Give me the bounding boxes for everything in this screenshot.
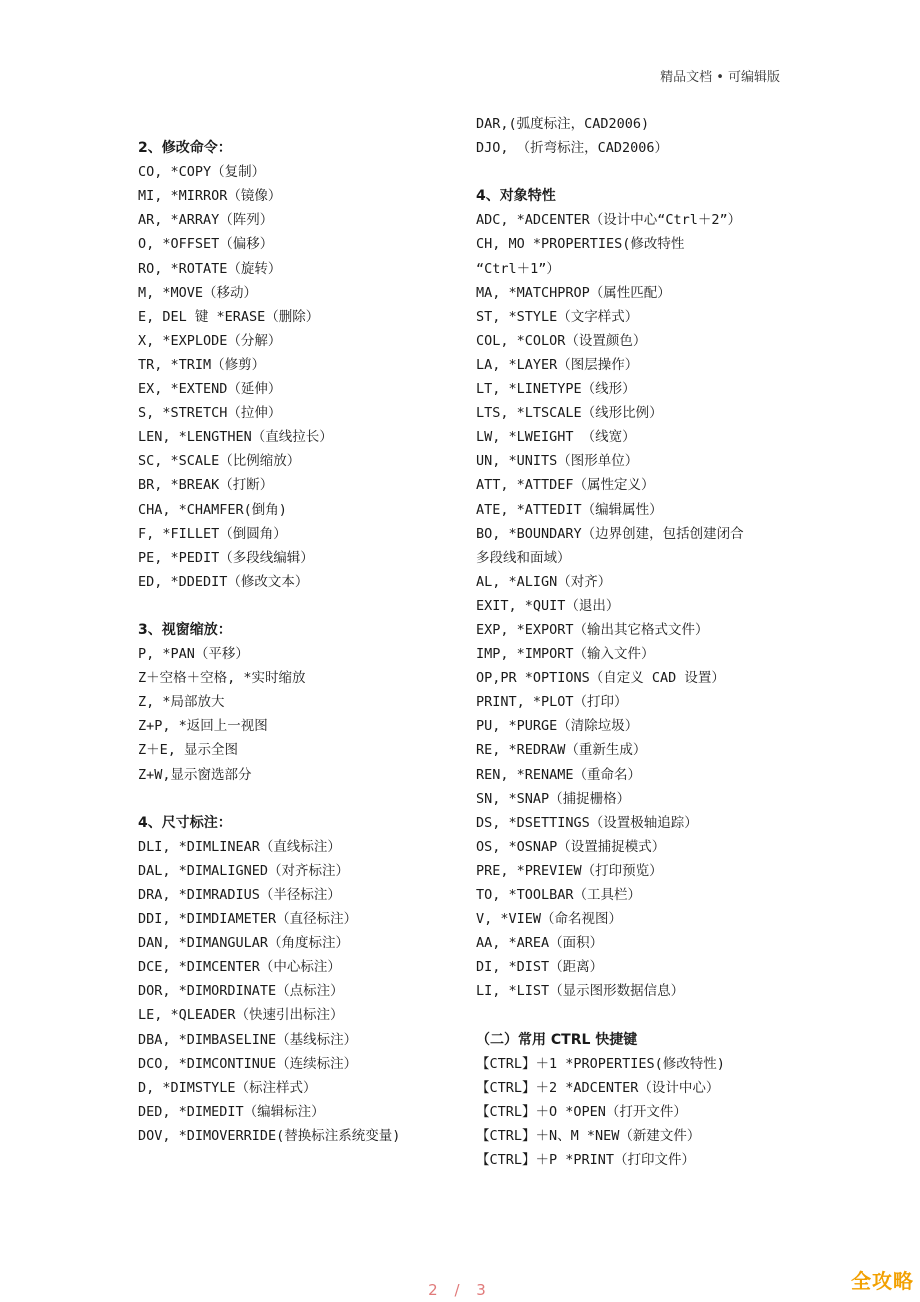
command-line: CO, *COPY（复制） <box>138 164 266 181</box>
command-line: EXP, *EXPORT（输出其它格式文件） <box>476 621 709 638</box>
command-line: DRA, *DIMRADIUS（半径标注） <box>138 887 341 903</box>
command-line: ST, *STYLE（文字样式） <box>476 308 639 325</box>
command-line: DED, *DIMEDIT（编辑标注） <box>138 1103 325 1120</box>
command-line: 【CTRL】＋O *OPEN（打开文件） <box>476 1103 687 1120</box>
dimension-command-list <box>138 835 468 1148</box>
command-line: S, *STRETCH（拉伸） <box>138 405 282 422</box>
command-line: PU, *PURGE（清除垃圾） <box>476 718 639 735</box>
document-header: 精品文档 • 可编辑版 <box>660 70 780 85</box>
watermark-logo: 全攻略 <box>851 1269 914 1293</box>
command-line: ATT, *ATTDEF（属性定义） <box>476 477 655 494</box>
command-line: ATE, *ATTEDIT（编辑属性） <box>476 501 663 518</box>
command-line: LW, *LWEIGHT （线宽） <box>476 429 636 446</box>
command-line: Z＋空格＋空格, *实时缩放 <box>138 670 306 687</box>
command-line: 【CTRL】＋P *PRINT（打印文件） <box>476 1152 696 1169</box>
command-line: X, *EXPLODE（分解） <box>138 332 282 349</box>
command-line: DCO, *DIMCONTINUE（连续标注） <box>138 1055 358 1072</box>
command-line: DAL, *DIMALIGNED（对齐标注） <box>138 862 350 879</box>
command-line: AR, *ARRAY（阵列） <box>138 212 274 229</box>
command-line: ED, *DDEDIT（修改文本） <box>138 573 309 590</box>
command-line: AL, *ALIGN（对齐） <box>476 573 612 590</box>
command-line: O, *OFFSET（偏移） <box>138 236 274 253</box>
command-line: SN, *SNAP（捕捉栅格） <box>476 790 631 807</box>
command-line: PRINT, *PLOT（打印） <box>476 694 628 711</box>
command-line: DOV, *DIMOVERRIDE(替换标注系统变量) <box>138 1127 401 1144</box>
command-line: OS, *OSNAP（设置捕捉模式） <box>476 838 666 855</box>
command-line: LI, *LIST（显示图形数据信息） <box>476 983 685 1000</box>
command-line: REN, *RENAME（重命名） <box>476 766 642 783</box>
ctrl-shortcut-list <box>476 1052 806 1172</box>
command-line: LA, *LAYER（图层操作） <box>476 356 639 373</box>
command-line: LT, *LINETYPE（线形） <box>476 381 636 398</box>
command-line: UN, *UNITS（图形单位） <box>476 453 639 470</box>
command-line: DLI, *DIMLINEAR（直线标注） <box>138 838 341 855</box>
left-column <box>138 112 468 1148</box>
command-line: EX, *EXTEND（延伸） <box>138 381 282 398</box>
command-line: SC, *SCALE（比例缩放） <box>138 453 301 470</box>
command-line: DI, *DIST（距离） <box>476 959 604 976</box>
command-line: COL, *COLOR（设置颜色） <box>476 332 647 349</box>
section-heading-dimension: 4、尺寸标注： <box>138 814 232 831</box>
command-line: LTS, *LTSCALE（线形比例） <box>476 405 663 422</box>
command-line: LEN, *LENGTHEN（直线拉长） <box>138 429 333 446</box>
command-line: AA, *AREA（面积） <box>476 935 604 952</box>
section-heading-object-properties: 4、对象特性 <box>476 188 556 205</box>
right-column <box>476 112 806 1172</box>
command-line: P, *PAN（平移） <box>138 646 249 663</box>
command-line: 【CTRL】＋N、M *NEW（新建文件） <box>476 1127 701 1144</box>
command-line: DOR, *DIMORDINATE（点标注） <box>138 983 344 1000</box>
command-line: Z+P, *返回上一视图 <box>138 718 268 735</box>
command-line: Z＋E, 显示全图 <box>138 742 239 759</box>
command-line: TO, *TOOLBAR（工具栏） <box>476 887 642 903</box>
command-line: DDI, *DIMDIAMETER（直径标注） <box>138 911 358 928</box>
command-line: DBA, *DIMBASELINE（基线标注） <box>138 1031 358 1048</box>
command-line: “Ctrl＋1”） <box>476 260 560 277</box>
command-line: DAR,(弧度标注，CAD2006) <box>476 116 650 132</box>
command-line: DCE, *DIMCENTER（中心标注） <box>138 959 341 976</box>
command-line: DS, *DSETTINGS（设置极轴追踪） <box>476 814 698 831</box>
command-line: F, *FILLET（倒圆角） <box>138 525 287 542</box>
command-line: M, *MOVE（移动） <box>138 284 258 301</box>
command-line: PRE, *PREVIEW（打印预览） <box>476 862 663 879</box>
command-line: Z, *局部放大 <box>138 694 225 711</box>
command-line: MI, *MIRROR（镜像） <box>138 188 282 205</box>
command-line: BR, *BREAK（打断） <box>138 477 274 494</box>
properties-command-list <box>476 208 806 1003</box>
command-line: Z+W,显示窗选部分 <box>138 766 252 783</box>
section-heading-modify: 2、修改命令： <box>138 140 232 157</box>
modify-command-list <box>138 160 468 594</box>
command-line: E, DEL 键 *ERASE（删除） <box>138 308 320 325</box>
command-line: PE, *PEDIT（多段线编辑） <box>138 549 314 566</box>
command-line: LE, *QLEADER（快速引出标注） <box>138 1007 344 1024</box>
command-line: DJO, （折弯标注，CAD2006） <box>476 140 669 157</box>
command-line: ADC, *ADCENTER（设计中心“Ctrl＋2”） <box>476 212 742 229</box>
command-line: TR, *TRIM（修剪） <box>138 356 266 373</box>
command-line: OP,PR *OPTIONS（自定义 CAD 设置） <box>476 670 725 687</box>
command-line: 【CTRL】＋1 *PROPERTIES(修改特性) <box>476 1055 725 1072</box>
command-line: 多段线和面域） <box>476 549 571 566</box>
section-heading-zoom: 3、视窗缩放： <box>138 621 232 638</box>
command-line: MA, *MATCHPROP（属性匹配） <box>476 284 671 301</box>
dimension-continued-list <box>476 112 806 160</box>
command-line: BO, *BOUNDARY（边界创建，包括创建闭合 <box>476 525 744 542</box>
command-line: V, *VIEW（命名视图） <box>476 911 623 928</box>
page-indicator: 2 / 3 <box>428 1281 492 1299</box>
command-line: D, *DIMSTYLE（标注样式） <box>138 1079 317 1096</box>
command-line: RE, *REDRAW（重新生成） <box>476 742 647 759</box>
section-heading-ctrl-shortcuts: （二）常用 CTRL 快捷键 <box>476 1031 638 1048</box>
command-line: EXIT, *QUIT（退出） <box>476 597 620 614</box>
command-line: IMP, *IMPORT（输入文件） <box>476 646 655 663</box>
command-line: RO, *ROTATE（旋转） <box>138 260 282 277</box>
command-line: CH, MO *PROPERTIES(修改特性 <box>476 236 685 253</box>
zoom-command-list <box>138 642 468 787</box>
command-line: CHA, *CHAMFER(倒角) <box>138 501 287 518</box>
command-line: 【CTRL】＋2 *ADCENTER（设计中心） <box>476 1079 720 1096</box>
command-line: DAN, *DIMANGULAR（角度标注） <box>138 935 350 952</box>
